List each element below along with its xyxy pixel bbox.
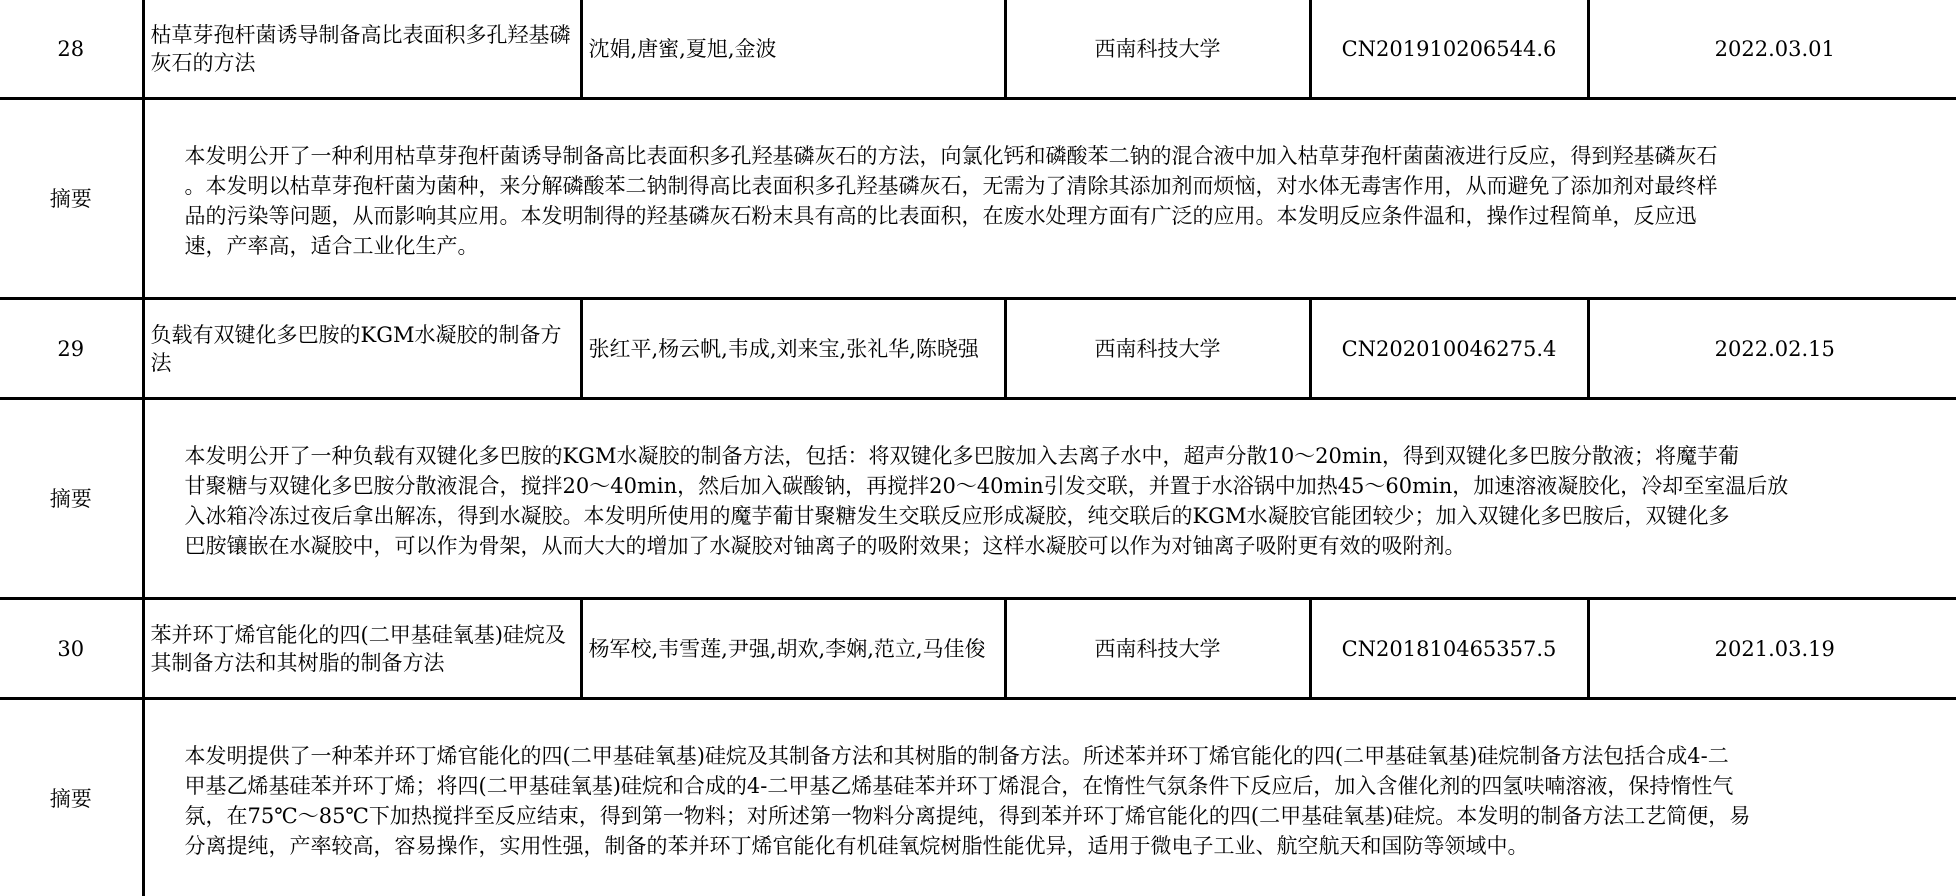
abstract-row — [0, 699, 1956, 896]
abstract-line: 本发明提供了一种苯并环丁烯官能化的四(二甲基硅氧基)硅烷及其制备方法和其树脂的制备方法。所述苯并环丁烯官能化的四(二甲基硅氧基)硅烷制备方法包括合成4-二 — [184, 744, 1729, 769]
abstract-line: 本发明公开了一种利用枯草芽孢杆菌诱导制备高比表面积多孔羟基磷灰石的方法，向氯化钙和磷酸苯二钠的混合液中加入枯草芽孢杆菌菌液进行反应，得到羟基磷灰石 — [184, 143, 1718, 168]
patent-institution: 西南科技大学 — [1005, 299, 1310, 399]
table-row — [0, 299, 1956, 399]
row-number: 30 — [0, 599, 143, 699]
patent-number: CN201810465357.5 — [1310, 599, 1588, 699]
patent-inventors: 沈娟,唐蜜,夏旭,金波 — [581, 0, 1005, 99]
patent-title: 苯并环丁烯官能化的四(二甲基硅氧基)硅烷及其制备方法和其树脂的制备方法 — [143, 599, 581, 699]
table-row — [0, 0, 1956, 99]
row-number: 29 — [0, 299, 143, 399]
row-number: 28 — [0, 0, 143, 99]
abstract-row — [0, 99, 1956, 299]
abstract-label: 摘要 — [0, 699, 143, 896]
patent-title: 负载有双键化多巴胺的KGM水凝胶的制备方法 — [143, 299, 581, 399]
patent-inventors: 杨军校,韦雪莲,尹强,胡欢,李娴,范立,马佳俊 — [581, 599, 1005, 699]
patent-date: 2022.02.15 — [1588, 299, 1956, 399]
abstract-label: 摘要 — [0, 399, 143, 599]
table-row — [0, 599, 1956, 699]
abstract-text — [143, 99, 1956, 299]
abstract-line: 甘聚糖与双键化多巴胺分散液混合，搅拌20～40min，然后加入碳酸钠，再搅拌20～40min引发交联，并置于水浴锅中加热45～60min，加速溶液凝胶化，冷却至室温后放 — [184, 473, 1789, 498]
abstract-line: 分离提纯，产率较高，容易操作，实用性强，制备的苯并环丁烯官能化有机硅氧烷树脂性能优异，适用于微电子工业、航空航天和国防等领域中。 — [184, 834, 1529, 859]
abstract-row — [0, 399, 1956, 599]
patent-number: CN201910206544.6 — [1310, 0, 1588, 99]
patent-date: 2021.03.19 — [1588, 599, 1956, 699]
patent-institution: 西南科技大学 — [1005, 599, 1310, 699]
patent-number: CN202010046275.4 — [1310, 299, 1588, 399]
abstract-line: 本发明公开了一种负载有双键化多巴胺的KGM水凝胶的制备方法，包括：将双键化多巴胺加入去离子水中，超声分散10～20min，得到双键化多巴胺分散液；将魔芋葡 — [184, 443, 1740, 468]
abstract-line: 品的污染等问题，从而影响其应用。本发明制得的羟基磷灰石粉末具有高的比表面积，在废水处理方面有广泛的应用。本发明反应条件温和，操作过程简单，反应迅 — [184, 203, 1697, 228]
abstract-line: 氛，在75℃～85℃下加热搅拌至反应结束，得到第一物料；对所述第一物料分离提纯，得到苯并环丁烯官能化的四(二甲基硅氧基)硅烷。本发明的制备方法工艺简便，易 — [184, 804, 1751, 829]
abstract-line: 。本发明以枯草芽孢杆菌为菌种，来分解磷酸苯二钠制得高比表面积多孔羟基磷灰石，无需为了清除其添加剂而烦恼，对水体无毒害作用，从而避免了添加剂对最终样 — [184, 173, 1718, 198]
patent-title: 枯草芽孢杆菌诱导制备高比表面积多孔羟基磷灰石的方法 — [143, 0, 581, 99]
abstract-text — [143, 699, 1956, 896]
abstract-line: 速，产率高，适合工业化生产。 — [184, 233, 479, 258]
abstract-line: 甲基乙烯基硅苯并环丁烯；将四(二甲基硅氧基)硅烷和合成的4-二甲基乙烯基硅苯并环丁烯混合，在惰性气氛条件下反应后，加入含催化剂的四氢呋喃溶液，保持惰性气 — [184, 774, 1734, 799]
abstract-line: 巴胺镶嵌在水凝胶中，可以作为骨架，从而大大的增加了水凝胶对铀离子的吸附效果；这样水凝胶可以作为对铀离子吸附更有效的吸附剂。 — [184, 533, 1466, 558]
abstract-text — [143, 399, 1956, 599]
patent-inventors: 张红平,杨云帆,韦成,刘来宝,张礼华,陈晓强 — [581, 299, 1005, 399]
abstract-label: 摘要 — [0, 99, 143, 299]
abstract-line: 入冰箱冷冻过夜后拿出解冻，得到水凝胶。本发明所使用的魔芋葡甘聚糖发生交联反应形成凝胶，纯交联后的KGM水凝胶官能团较少；加入双键化多巴胺后，双键化多 — [184, 503, 1730, 528]
patent-institution: 西南科技大学 — [1005, 0, 1310, 99]
patent-date: 2022.03.01 — [1588, 0, 1956, 99]
